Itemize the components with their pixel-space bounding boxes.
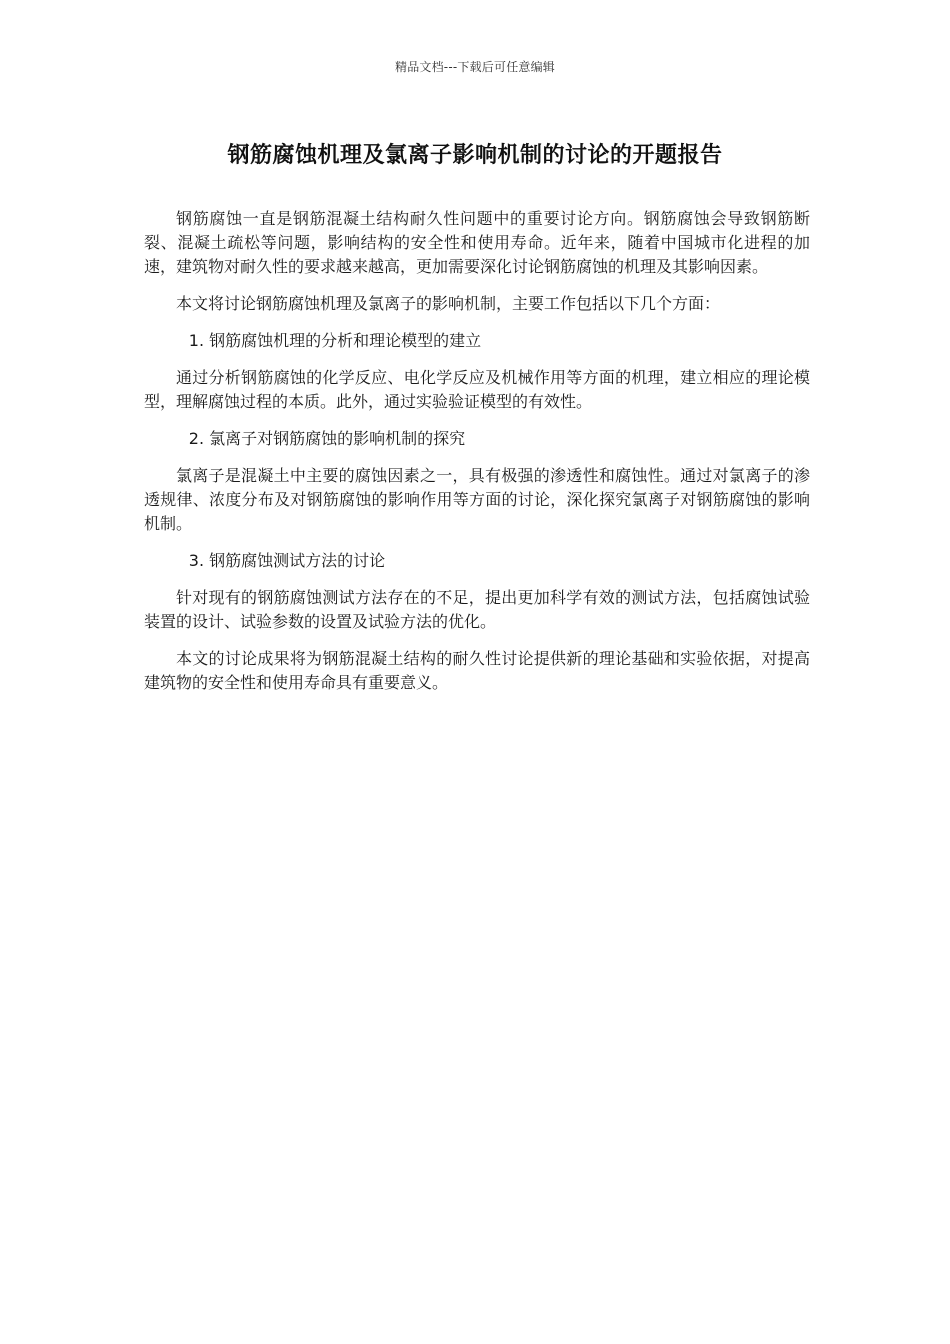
document-title: 钢筋腐蚀机理及氯离子影响机制的讨论的开题报告 [227, 143, 723, 168]
paragraph-introduction: 钢筋腐蚀一直是钢筋混凝土结构耐久性问题中的重要讨论方向。钢筋腐蚀会导致钢筋断裂、混凝土疏松等问题，影响结构的安全性和使用寿命。近年来，随着中国城市化进程的加速，建筑物对耐久性的要求越来越高，更加需要深化讨论钢筋腐蚀的机理及其影响因素。 [144, 209, 810, 276]
paragraph-section-2: 氯离子是混凝土中主要的腐蚀因素之一，具有极强的渗透性和腐蚀性。通过对氯离子的渗透规律、浓度分布及对钢筋腐蚀的影响作用等方面的讨论，深化探究氯离子对钢筋腐蚀的影响机制。 [144, 466, 810, 533]
document-body [144, 207, 810, 708]
section-heading-3: 3. 钢筋腐蚀测试方法的讨论 [188, 551, 386, 570]
section-heading-2: 2. 氯离子对钢筋腐蚀的影响机制的探究 [188, 429, 466, 448]
paragraph-section-1: 通过分析钢筋腐蚀的化学反应、电化学反应及机械作用等方面的机理，建立相应的理论模型，理解腐蚀过程的本质。此外，通过实验验证模型的有效性。 [144, 368, 810, 411]
paragraph-section-3: 针对现有的钢筋腐蚀测试方法存在的不足，提出更加科学有效的测试方法，包括腐蚀试验装置的设计、试验参数的设置及试验方法的优化。 [144, 588, 810, 631]
paragraph-scope: 本文将讨论钢筋腐蚀机理及氯离子的影响机制，主要工作包括以下几个方面： [176, 294, 721, 313]
paragraph-conclusion: 本文的讨论成果将为钢筋混凝土结构的耐久性讨论提供新的理论基础和实验依据，对提高建筑物的安全性和使用寿命具有重要意义。 [144, 649, 810, 692]
page-header-note: 精品文档---下载后可任意编辑 [395, 60, 555, 74]
section-heading-1: 1. 钢筋腐蚀机理的分析和理论模型的建立 [188, 331, 482, 350]
